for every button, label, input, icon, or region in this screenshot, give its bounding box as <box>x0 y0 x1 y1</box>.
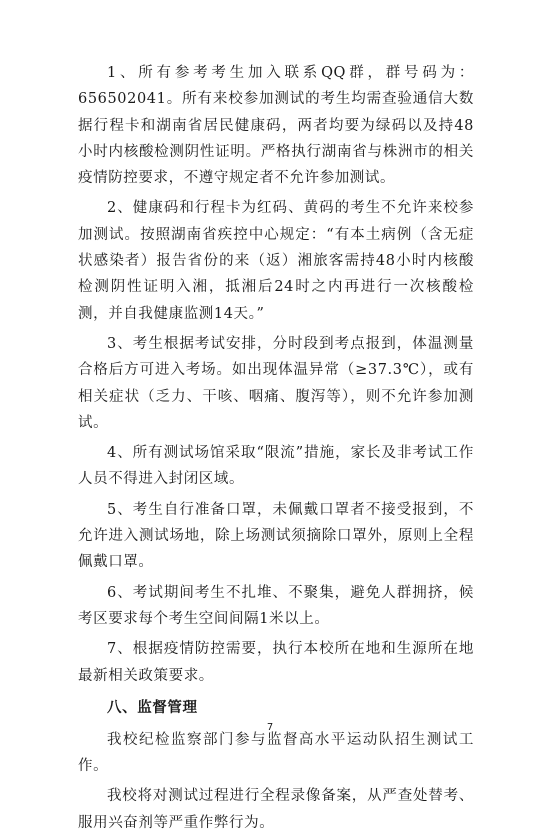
rule-item-4: 4、所有测试场馆采取“限流”措施，家长及非考试工作人员不得进入封闭区域。 <box>78 445 474 488</box>
rule-item-3: 3、考生根据考试安排，分时段到考点报到，体温测量合格后方可进入考场。如出现体温异常（≥37.3℃），或有相关症状（乏力、干咳、咽痛、腹泻等），则不允许参加测试。 <box>78 335 474 431</box>
rule-item-5: 5、考生自行准备口罩，未佩戴口罩者不接受报到，不允许进入测试场地，除上场测试须摘除口罩外，原则上全程佩戴口罩。 <box>78 501 474 571</box>
section-paragraph: 我校将对测试过程进行全程录像备案，从严查处替考、服用兴奋剂等严重作弊行为。 <box>78 788 474 831</box>
page-number: 7 <box>266 722 274 733</box>
rule-item-2: 2、健康码和行程卡为红码、黄码的考生不允许来校参加测试。按照湖南省疾控中心规定：“有本土病例（含无症状感染者）报告省份的来（返）湘旅客需持48小时内核酸检测阴性证明入湘，抵湘后24时之内再进行一次核酸检测，并自我健康监测14天。” <box>78 200 474 322</box>
rule-item-1: 1、所有参考考生加入联系QQ群，群号码为：656502041。所有来校参加测试的考生均需查验通信大数据行程卡和湖南省居民健康码，两者均要为绿码以及持48小时内核酸检测阴性证明。严格执行湖南省与株洲市的相关疫情防控要求，不遵守规定者不允许参加测试。 <box>78 65 474 187</box>
section-heading: 八、监督管理 <box>107 699 198 716</box>
rule-item-6: 6、考试期间考生不扎堆、不聚集，避免人群拥挤，候考区要求每个考生空间间隔1米以上。 <box>78 584 474 627</box>
section-paragraph: 我校纪检监察部门参与监督高水平运动队招生测试工作。 <box>78 731 474 775</box>
rule-item-7: 7、根据疫情防控需要，执行本校所在地和生源所在地最新相关政策要求。 <box>78 641 474 684</box>
